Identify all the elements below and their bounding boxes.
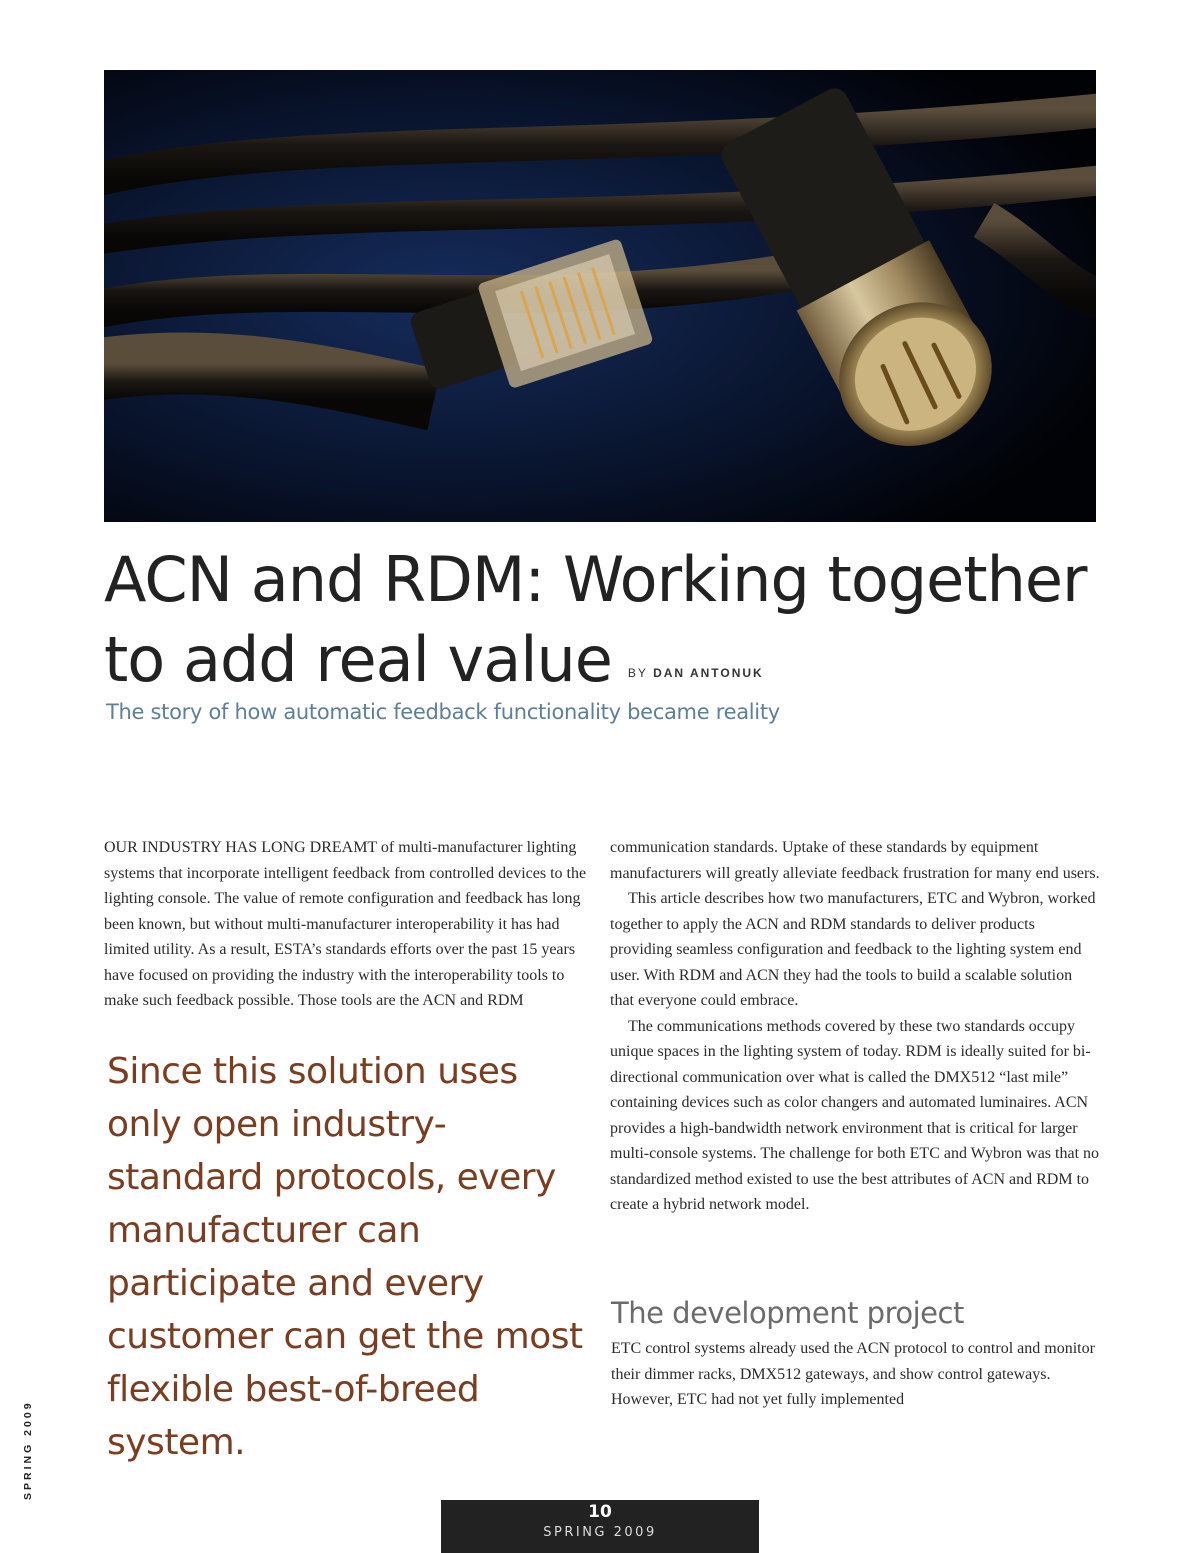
article-title: [104, 540, 1104, 713]
title-line-2: to add real value: [104, 623, 612, 696]
body-paragraph: The communications methods covered by these two standards occupy unique spaces in the lighting system of today. RDM is ideally suited for bi-directional communication over what is called the DMX512 “last mile” containing devices such as color changers and automated luminaires. ACN provides a high-bandwidth network environment that is critical for larger multi-console systems. The challenge for both ETC and Wybron was that no standardized method existed to use the best attributes of ACN and RDM to create a hybrid network model.: [610, 1017, 1100, 1213]
page-footer: [441, 1500, 759, 1553]
page-number: 10: [588, 1502, 612, 1522]
hero-photo: [104, 70, 1096, 522]
footer-season: SPRING 2009: [543, 1525, 657, 1540]
byline-prefix: BY: [627, 665, 648, 680]
body-paragraph: This article describes how two manufacturers, ETC and Wybron, worked together to apply the ACN and RDM standards to deliver products providing seamless configuration and feedback to the lighting system end user. With RDM and ACN they had the tools to build a scalable solution that everyone could embrace.: [610, 890, 1096, 1009]
body-column-3: [611, 1336, 1101, 1413]
section-heading: The development project: [611, 1296, 964, 1330]
article-subtitle: The story of how automatic feedback functionality became reality: [106, 700, 780, 724]
body-column-2: [610, 835, 1100, 1218]
body-column-1: [104, 835, 590, 1014]
title-line-1: ACN and RDM: Working together: [104, 543, 1087, 616]
body-paragraph: ETC control systems already used the ACN protocol to control and monitor their dimmer racks, DMX512 gateways, and show control gateways. However, ETC had not yet fully implemented: [611, 1340, 1095, 1408]
byline: [628, 666, 764, 680]
body-paragraph: OUR INDUSTRY HAS LONG DREAMT of multi-manufacturer lighting systems that incorporate intelligent feedback from controlled devices to the lighting console. The value of remote configuration and feedback has long been known, but without multi-manufacturer interoperability it has had limited utility. As a result, ESTA’s standards efforts over the past 15 years have focused on providing the industry with the interoperability tools to make such feedback possible. Those tools are the ACN and RDM: [104, 839, 587, 1009]
body-paragraph: communication standards. Uptake of these standards by equipment manufacturers will greatly alleviate feedback frustration for many end users.: [610, 839, 1100, 882]
pull-quote: Since this solution uses only open industry-standard protocols, every manufacturer can participate and every customer can get the most flexible best-of-breed system.: [107, 1051, 583, 1463]
side-running-label: SPRING 2009: [22, 1400, 34, 1500]
byline-author: DAN ANTONUK: [653, 665, 764, 680]
